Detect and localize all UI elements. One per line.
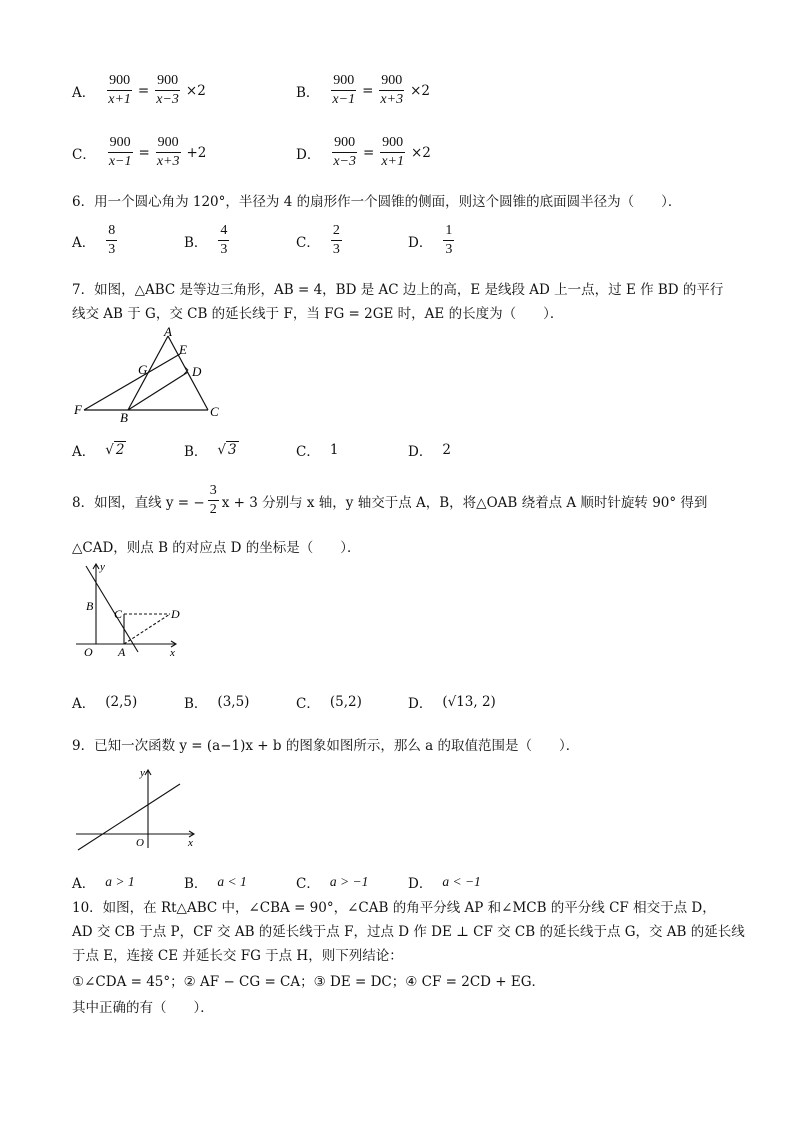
q9-label-o: O: [136, 837, 144, 849]
q9-option-c: C． a > −1: [296, 874, 369, 892]
q8-line1: 8．如图，直线 y = − $\frac{3}{2}$ x + 3 分别与 x 轴，y 轴交于点 A，B，将△OAB 绕着点 A 顺时针旋转 90° 得到: [72, 483, 708, 517]
q7-line2: 线交 AB 于 G，交 CB 的延长线于 F，当 FG = 2GE 时，AE 的长度为（ ）．: [72, 306, 564, 322]
q5-option-c: C． $\frac{900}{x-1}$ = $\frac{900}{x+3}$ +2: [72, 135, 207, 169]
q7-option-b: B． √ 3: [184, 442, 237, 460]
q9-option-a: A． a > 1: [72, 874, 135, 892]
q7-label-d: D: [192, 364, 202, 379]
q5-option-a: A． $\frac{900}{x+1}$ = $\frac{900}{x-3}$ ×2: [72, 73, 206, 107]
q8-label-o: O: [84, 645, 93, 659]
q8-option-d: D． (√13, 2): [408, 694, 496, 712]
q8-line2: △CAD，则点 B 的对应点 D 的坐标是（ ）．: [72, 540, 361, 556]
q7-figure: [72, 326, 232, 422]
q9-figure: [72, 764, 202, 856]
q8-label-y: y: [100, 561, 105, 573]
q8-figure: [72, 560, 192, 664]
q10-line5: 其中正确的有（ ）．: [72, 1000, 214, 1016]
q8-label-d: D: [171, 607, 180, 621]
q8-label-a: A: [118, 645, 126, 659]
q6-text: 6．用一个圆心角为 120°，半径为 4 的扇形作一个圆锥的侧面，则这个圆锥的底面圆半径为（ ）．: [72, 194, 682, 210]
q7-option-c: C． 1: [296, 442, 339, 460]
q7-label-c: C: [210, 404, 219, 419]
q7-line1: 7．如图，△ABC 是等边三角形，AB = 4，BD 是 AC 边上的高，E 是线段 AD 上一点，过 E 作 BD 的平行: [72, 282, 724, 298]
q6-option-a: A． $\frac{8}{3}$: [72, 223, 116, 257]
q10-line3: 于点 E，连接 CE 并延长交 FG 于点 H，则下列结论：: [72, 948, 403, 964]
q8-option-c: C． (5,2): [296, 694, 362, 712]
q7-label-e: E: [179, 342, 187, 357]
q8-label-b: B: [86, 599, 94, 613]
q7-label-g: G: [138, 362, 148, 377]
q8-option-b: B． (3,5): [184, 694, 250, 712]
q9-label-y: y: [140, 767, 145, 779]
q8-option-a: A． (2,5): [72, 694, 138, 712]
q7-label-a: A: [164, 326, 172, 339]
q6-option-d: D． $\frac{1}{3}$: [408, 223, 453, 257]
q5-option-d: D． $\frac{900}{x-3}$ = $\frac{900}{x+1}$ ×2: [296, 135, 431, 169]
q9-label-x: x: [188, 837, 193, 849]
q7-option-a: A． √ 2: [72, 442, 125, 460]
q7-label-b: B: [120, 410, 128, 422]
q10-line4: ①∠CDA = 45°；② AF − CG = CA；③ DE = DC；④ CF = 2CD + EG．: [72, 974, 546, 990]
q7-label-f: F: [74, 402, 82, 417]
q8-label-c: C: [114, 607, 123, 621]
q9-text: 9．已知一次函数 y = (a−1)x + b 的图象如图所示，那么 a 的取值范围是（ ）．: [72, 738, 580, 754]
q9-option-b: B． a < 1: [184, 874, 247, 892]
q5-option-b: B． $\frac{900}{x-1}$ = $\frac{900}{x+3}$ ×2: [296, 73, 430, 107]
q8-label-x: x: [170, 647, 175, 659]
q10-line1: 10．如图，在 Rt△ABC 中，∠CBA = 90°，∠CAB 的角平分线 AP 和∠MCB 的平分线 CF 相交于点 D，: [72, 900, 716, 916]
q10-line2: AD 交 CB 于点 P，CF 交 AB 的延长线于点 F，过点 D 作 DE ⊥ CF 交 CB 的延长线于点 G，交 AB 的延长线: [72, 924, 745, 940]
q6-option-c: C． $\frac{2}{3}$: [296, 223, 340, 257]
q6-option-b: B． $\frac{4}{3}$: [184, 223, 228, 257]
q9-option-d: D． a < −1: [408, 874, 481, 892]
q7-option-d: D． 2: [408, 442, 451, 460]
